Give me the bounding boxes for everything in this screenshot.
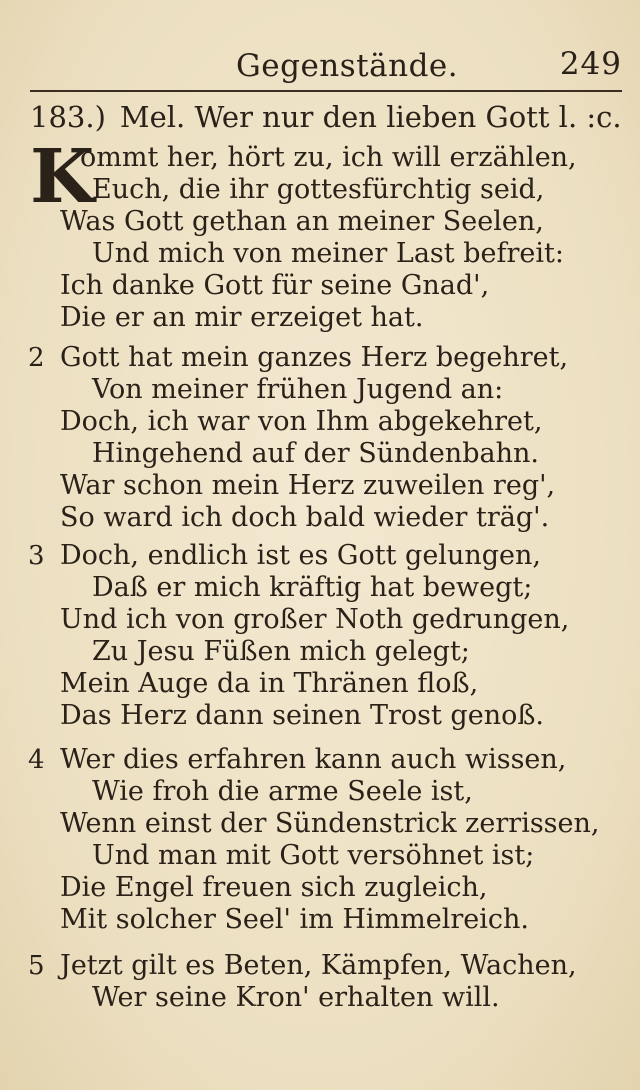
stanza-line: War schon mein Herz zuweilen reg', <box>60 470 556 501</box>
verse-number: 4 <box>28 745 45 775</box>
stanza-line: Wer dies erfahren kann auch wissen, <box>60 744 567 775</box>
page-number: 249 <box>559 46 622 82</box>
stanza-line: Jetzt gilt es Beten, Kämpfen, Wachen, <box>60 950 577 981</box>
verse-number: 3 <box>28 541 45 571</box>
hymn-melody: Mel. Wer nur den lieben Gott l. :c. <box>119 100 622 134</box>
stanza-line: Und man mit Gott versöhnet ist; <box>92 840 535 871</box>
stanza-line: Gott hat mein ganzes Herz begehret, <box>60 342 569 373</box>
stanza-line: So ward ich doch bald wieder träg'. <box>60 502 550 533</box>
stanza-line: ommt her, hört zu, ich will erzählen, <box>80 142 577 173</box>
stanza-line: Doch, ich war von Ihm abgekehret, <box>60 406 543 437</box>
stanza-line: Die Engel freuen sich zugleich, <box>60 872 488 903</box>
stanza-line: Doch, endlich ist es Gott gelungen, <box>60 540 541 571</box>
drop-cap: K <box>30 134 95 220</box>
verse-number: 5 <box>28 951 45 981</box>
hymn-number: 183.) <box>30 100 106 134</box>
stanza-line: Die er an mir erzeiget hat. <box>60 302 424 333</box>
stanza-line: Von meiner frühen Jugend an: <box>92 374 504 405</box>
stanza-line: Daß er mich kräftig hat bewegt; <box>92 572 533 603</box>
stanza-line: Und ich von großer Noth gedrungen, <box>60 604 570 635</box>
running-header <box>30 44 622 88</box>
header-title: Gegenstände. <box>236 48 459 84</box>
stanza-line: Wer seine Kron' erhalten will. <box>92 982 500 1013</box>
hymn-heading <box>30 100 622 134</box>
verse-number: 2 <box>28 343 45 373</box>
stanza-line: Und mich von meiner Last befreit: <box>92 238 564 269</box>
stanza-line: Euch, die ihr gottesfürchtig seid, <box>92 174 545 205</box>
stanza-line: Wie froh die arme Seele ist, <box>92 776 473 807</box>
stanza-line: Das Herz dann seinen Trost genoß. <box>60 700 544 731</box>
stanza-line: Mein Auge da in Thränen floß, <box>60 668 479 699</box>
stanza-line: Was Gott gethan an meiner Seelen, <box>60 206 544 237</box>
header-rule <box>30 90 622 92</box>
stanza-line: Zu Jesu Füßen mich gelegt; <box>92 636 470 667</box>
stanza-line: Mit solcher Seel' im Himmelreich. <box>60 904 529 935</box>
stanza-line: Wenn einst der Sündenstrick zerrissen, <box>60 808 600 839</box>
stanza-line: Ich danke Gott für seine Gnad', <box>60 270 490 301</box>
stanza-line: Hingehend auf der Sündenbahn. <box>92 438 539 469</box>
